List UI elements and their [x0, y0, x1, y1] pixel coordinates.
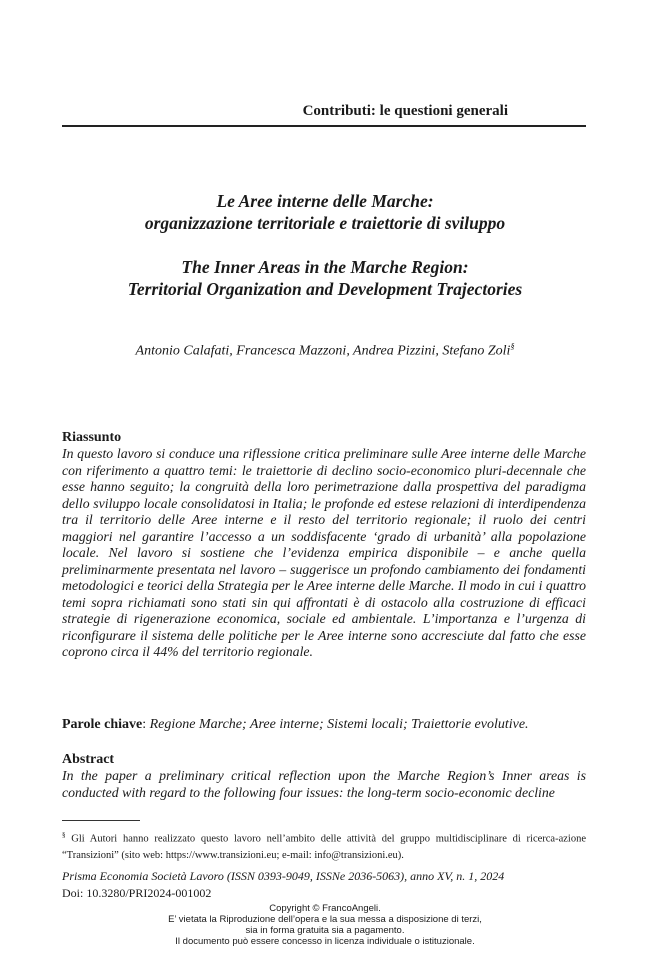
doi: Doi: 10.3280/PRI2024-001002 — [62, 886, 212, 900]
keywords — [62, 717, 586, 733]
footnote-mark: § — [62, 831, 66, 839]
author-footnote-mark: § — [510, 342, 515, 351]
riassunto-text: In questo lavoro si conduce una riflessione critica preliminare sulle Aree interne delle Marche con riferimento a quattro temi: le traiettorie di declino socio-economico pluri-decennale che esse hanno seguito; la congruità della loro perimetrazione dalla prospettiva del paradigma dello sviluppo locale consolidatosi in Italia; le profonde ed estese relazioni di interdipendenza tra il territorio delle Aree interne e il resto del territorio regionale; il ruolo dei centri maggiori nel garantire l’accesso a un soddisfacente ‘grado di urbanità’ alla popolazione locale. Nel lavoro si sostiene che l’evidenza empirica disponibile – e anche quella preliminarmente presentata nel lavoro – suggerisce un profondo cambiamento dei fondamenti metodologici e teorici della Strategia per le Aree interne delle Marche. Il modo in cui i quattro temi sopra richiamati sono stati sin qui affrontati è di ostacolo alla costruzione di efficaci strategie di rigenerazione economica, sociale ed ambientale. L’importanza e l’urgenza di riconfigurare il sistema delle politiche per le Aree interne sono accresciute dal fatto che esse coprono circa il 44% del territorio regionale. — [62, 446, 586, 659]
authors — [0, 342, 650, 360]
footnote — [62, 827, 586, 864]
keywords-label: Parole chiave — [62, 717, 143, 732]
title-italian — [0, 190, 650, 234]
title-english-line2: Territorial Organization and Development Trajectories — [127, 279, 523, 299]
title-italian-line1: Le Aree interne delle Marche: — [216, 191, 434, 211]
title-italian-line2: organizzazione territoriale e traiettorie di sviluppo — [144, 213, 506, 233]
copyright-line1: Copyright © FrancoAngeli. — [269, 903, 381, 914]
title-english-line1: The Inner Areas in the Marche Region: — [181, 257, 469, 277]
keywords-separator: : — [142, 717, 150, 732]
abstract-heading: Abstract — [62, 752, 115, 767]
copyright-line2: E’ vietata la Riproduzione dell’opera e la sua messa a disposizione di terzi, — [168, 914, 482, 925]
abstract-text: In the paper a preliminary critical reflection upon the Marche Region’s Inner areas is conducted with regard to the following four issues: the long-term socio-economic decline — [62, 768, 586, 800]
author-names: Antonio Calafati, Francesca Mazzoni, Andrea Pizzini, Stefano Zoli — [135, 343, 511, 359]
footnote-rule — [62, 820, 140, 821]
header-rule — [62, 125, 586, 127]
journal-citation: Prisma Economia Società Lavoro (ISSN 0393-9049, ISSNe 2036-5063), anno XV, n. 1, 2024 — [62, 869, 505, 883]
copyright-line4: Il documento può essere concesso in licenza individuale o istituzionale. — [175, 936, 475, 947]
copyright-line3: sia in forma gratuita sia a pagamento. — [245, 925, 405, 936]
copyright-notice — [0, 903, 650, 947]
keywords-values: Regione Marche; Aree interne; Sistemi locali; Traiettorie evolutive. — [149, 717, 529, 732]
footnote-text: Gli Autori hanno realizzato questo lavoro nell’ambito delle attività del gruppo multidisciplinare di ricerca-azione “Transizioni” (sito web: https://www.transizioni.eu; e-mail: info@transizioni.eu). — [62, 833, 586, 861]
riassunto-heading: Riassunto — [62, 430, 122, 445]
title-english — [0, 256, 650, 300]
section-header: Contributi: le questioni generali — [302, 103, 508, 119]
